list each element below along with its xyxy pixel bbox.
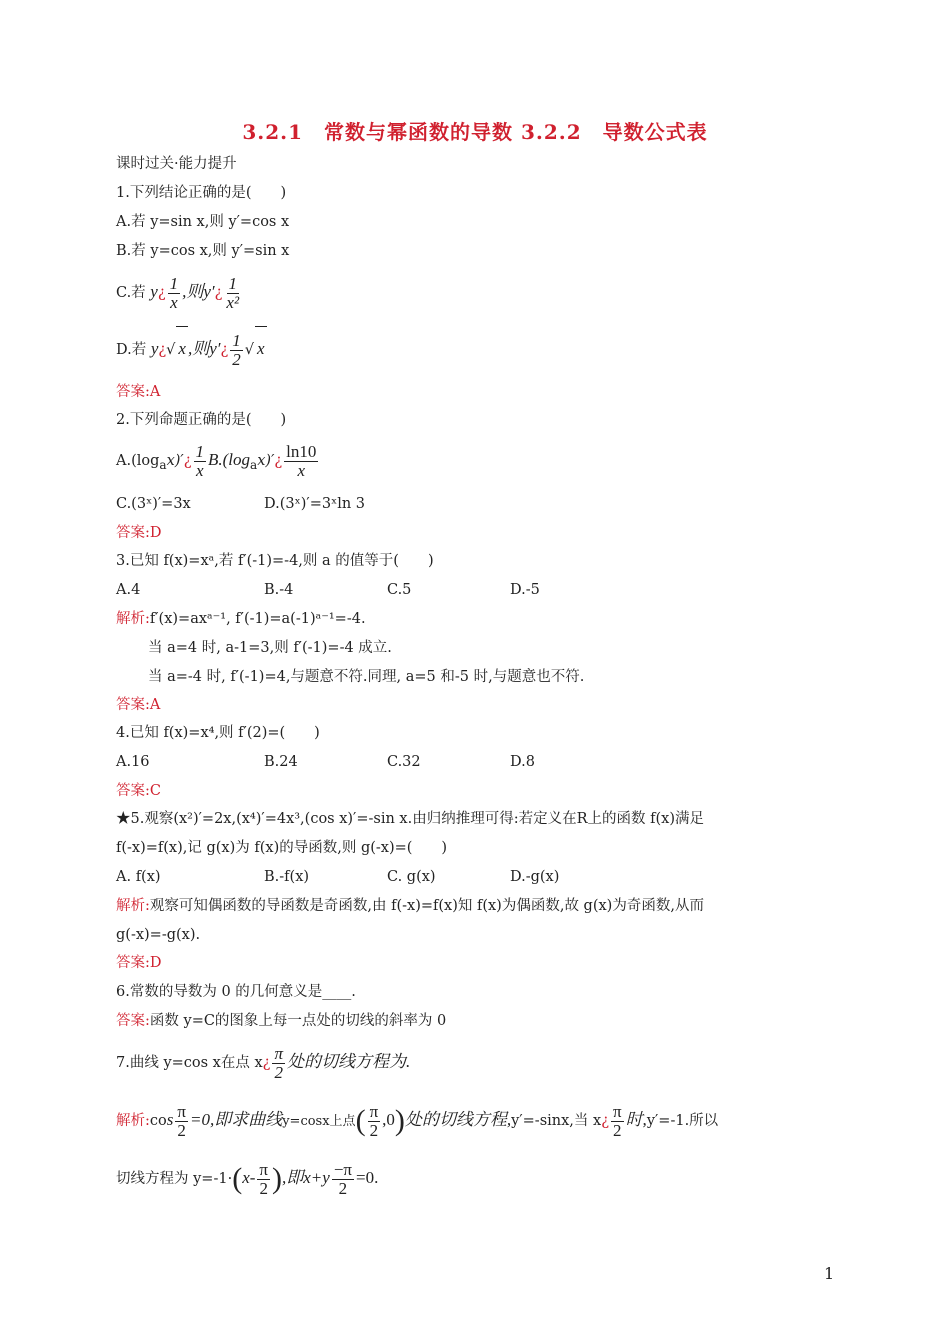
q1-answer: 答案:A bbox=[116, 384, 161, 400]
q6-stem: 6.常数的导数为 0 的几何意义是____. bbox=[116, 984, 356, 1000]
q4-options: A.16 B.24 C.32 D.8 bbox=[116, 754, 535, 770]
q7-analysis: 解析:cos $\frac{\pi}{2}$ =0,即求曲线y=cosx上点( $\frac{\pi}{2}$ ,0)处的切线方程,y′=-sinx,当 x¿ $\frac{\pi}{2}$ 时,y′=-1.所以 bbox=[116, 1101, 719, 1140]
q5-analysis-line2: g(-x)=-g(x). bbox=[116, 927, 201, 943]
q3-analysis: 解析:f′(x)=axᵃ⁻¹, f′(-1)=a(-1)ᵃ⁻¹=-4. bbox=[116, 611, 366, 627]
q1-stem: 1.下列结论正确的是( ) bbox=[116, 185, 287, 201]
q5-stem: ★5.观察(x²)′=2x,(x⁴)′=4x³,(cos x)′=-sin x.由归纳推理可得:若定义在R上的函数 f(x)满足 bbox=[116, 811, 704, 827]
q2-answer: 答案:D bbox=[116, 525, 162, 541]
q1-option-d: D.若 y¿√ x ,则y′¿ $\frac{1}{2}$ √ x bbox=[116, 326, 267, 372]
q5-answer: 答案:D bbox=[116, 955, 162, 971]
q2-stem: 2.下列命题正确的是( ) bbox=[116, 412, 287, 428]
q6-answer: 答案:函数 y=C的图象上每一点处的切线的斜率为 0 bbox=[116, 1013, 447, 1029]
q3-analysis-line2: 当 a=4 时, a-1=3,则 f′(-1)=-4 成立. bbox=[148, 640, 392, 656]
q4-stem: 4.已知 f(x)=x⁴,则 f′(2)=( ) bbox=[116, 725, 320, 741]
q3-analysis-line3: 当 a=-4 时, f′(-1)=4,与题意不符.同理, a=5 和-5 时,与题意也不符. bbox=[148, 669, 585, 685]
q3-options: A.4 B.-4 C.5 D.-5 bbox=[116, 582, 540, 598]
q3-answer: 答案:A bbox=[116, 697, 161, 713]
q1-option-b: B.若 y=cos x,则 y′=sin x bbox=[116, 243, 290, 259]
sqrt-symbol: √ bbox=[166, 342, 176, 358]
q5-stem-line2: f(-x)=f(x),记 g(x)为 f(x)的导函数,则 g(-x)=( ) bbox=[116, 840, 448, 856]
q7-analysis-line2: 切线方程为 y=-1·(x- $\frac{\pi}{2}$ ),即x+y $\frac{-\pi}{2}$ =0. bbox=[116, 1159, 379, 1198]
sqrt-symbol: √ bbox=[244, 342, 254, 358]
q2-option-cd: C.(3ˣ)′=3x D.(3ˣ)′=3ˣln 3 bbox=[116, 496, 366, 512]
q5-options: A. f(x) B.-f(x) C. g(x) D.-g(x) bbox=[116, 869, 560, 885]
q5-analysis: 解析:观察可知偶函数的导函数是奇函数,由 f(-x)=f(x)知 f(x)为偶函数,故 g(x)为奇函数,从而 bbox=[116, 898, 704, 914]
q1-option-c: C.若 y¿ $\frac{1}{x}$ ,则y′¿ $\frac{1}{\text{x²}}$ bbox=[116, 273, 240, 312]
section-subtitle: 课时过关·能力提升 bbox=[116, 156, 237, 172]
q7-stem: 7.曲线 y=cos x在点 x¿ $\frac{\pi}{2}$ 处的切线方程为. bbox=[116, 1043, 411, 1082]
q2-option-ab: $A.(\log_ax)'¿$ $\frac{1}{x}$ $B.(\log_ax)'¿$ $\frac{\ln 10}{x}$ bbox=[116, 441, 317, 480]
q3-stem: 3.已知 f(x)=xᵃ,若 f′(-1)=-4,则 a 的值等于( ) bbox=[116, 553, 434, 569]
q4-answer: 答案:C bbox=[116, 783, 161, 799]
page-title: 3.2.1 常数与幂函数的导数 3.2.2 导数公式表 bbox=[242, 120, 708, 144]
q1-option-a: A.若 y=sin x,则 y′=cos x bbox=[116, 214, 290, 230]
page-number: 1 bbox=[824, 1264, 835, 1283]
